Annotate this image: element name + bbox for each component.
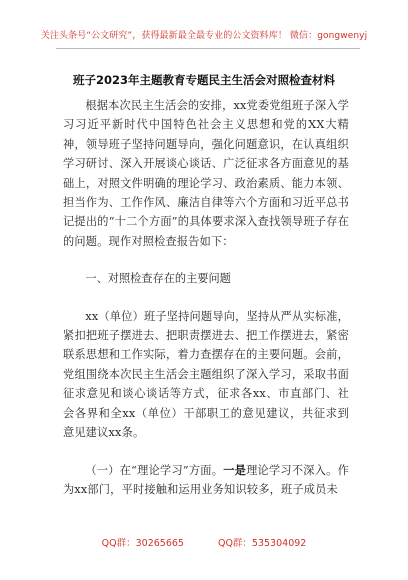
section-heading: 一、对照检查存在的主要问题: [85, 272, 231, 286]
header-note: 关注头条号“公文研究”，获得最新最全最专业的公文资料库！ 微信：gongwenyj: [40, 31, 368, 41]
document-body: [63, 96, 349, 499]
subsection-paragraph: [63, 461, 349, 500]
intro-paragraph: 根据本次民主生活会的安排，xx党委党组班子深入学习习近平新时代中国特色社会主义思想和党的XX大精神，领导班子坚持问题导向，强化问题意识，在认真组织学习研讨、深入开展谈心谈话、广泛征求各方面意见的基础上，对照文件明确的理论学习、政治素质、能力本领、担当作为、工作作风、廉洁自律等六个方面和习近平总书记提出的“十二个方面”的具体要求深入查找领导班子存在的问题。现作对照检查报告如下：: [63, 99, 349, 248]
subsection-heading: （一）在“理论学习”方面。: [85, 463, 224, 477]
footer-note: [0, 535, 408, 549]
footer-qq-group-1: QQ群：30265665: [101, 538, 184, 549]
subsection-bold-lead: 一是: [223, 462, 247, 477]
header-divider: [56, 48, 360, 49]
document-title: 班子2023年主题教育专题民主生活会对照检查材料: [72, 73, 335, 87]
section-paragraph: xx（单位）班子坚持问题导向，坚持从严从实标准，紧扣把班子摆进去、把职责摆进去、把工作摆进去，紧密联系思想和工作实际，着力查摆存在的主要问题。会前，党组围绕本次民主生活会主题组织了深入学习，采取书面征求意见和谈心谈话等方式，征求各xx、市直部门、社会各界和全xx（单位）干部职工的意见建议，共征求到意见建议xx条。: [63, 309, 349, 440]
footer-qq-group-2: QQ群：535304092: [217, 538, 307, 549]
subsection-text: 理论学习不深入。作为xx部门，平时接触和运用业务知识较多，班子成员未: [63, 463, 349, 496]
